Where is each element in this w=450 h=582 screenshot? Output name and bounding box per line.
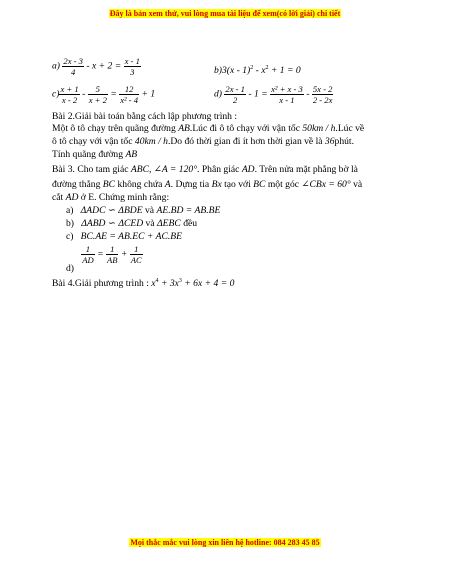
fraction xyxy=(88,84,108,105)
part-label: c) xyxy=(66,231,74,242)
numerator: 1 xyxy=(106,244,119,255)
problem-3-part-a xyxy=(66,205,220,216)
numerator: x + 1 xyxy=(60,84,79,94)
text: . Phân giác xyxy=(197,164,240,175)
denominator: AB xyxy=(106,255,118,265)
eq-c-label: c) xyxy=(52,88,60,100)
problem-3-part-d xyxy=(66,244,143,274)
text: cắt xyxy=(52,192,64,203)
denominator: AC xyxy=(130,255,142,265)
fraction xyxy=(119,84,139,105)
eq-b-label: b) xyxy=(214,65,222,76)
denominator: AD xyxy=(82,255,94,265)
text: một góc xyxy=(267,179,300,190)
operator: - 1 = xyxy=(248,88,268,100)
header-notice xyxy=(0,9,450,18)
problem-4 xyxy=(52,276,234,289)
math: 40km / h xyxy=(134,136,168,147)
eq-b-rest: - x xyxy=(255,65,266,76)
fraction xyxy=(62,56,84,77)
math: BC.AE = AB.EC + AC.BE xyxy=(80,231,182,242)
math: Bx xyxy=(211,179,222,190)
math: AD xyxy=(65,192,79,203)
fraction xyxy=(124,56,141,77)
text: và xyxy=(145,205,155,216)
denominator: 3 xyxy=(130,67,135,77)
part-label: d) xyxy=(66,262,74,274)
fraction xyxy=(312,84,334,105)
text: .Lúc về xyxy=(335,123,365,134)
text: Bài 4.Giải phương trình : xyxy=(52,278,149,289)
exponent: 3 xyxy=(178,278,182,284)
exponent: 2 xyxy=(265,65,269,71)
text: đều xyxy=(183,218,198,229)
text: Tính quãng đường xyxy=(52,149,124,160)
math: AB xyxy=(125,149,138,160)
eq-c-tail: + 1 xyxy=(141,88,156,100)
part-label: b) xyxy=(66,218,74,229)
math: AE.BD = AB.BE xyxy=(156,205,221,216)
numerator: 1 xyxy=(130,244,143,255)
operator: = xyxy=(110,88,117,100)
math: x xyxy=(151,278,156,289)
text: và xyxy=(353,179,363,190)
math: BC xyxy=(102,179,116,190)
equation-d xyxy=(214,84,333,105)
fraction xyxy=(270,84,304,105)
fraction xyxy=(59,84,79,105)
text: .Do đó thời gian đi ít hơn thời gian về là xyxy=(167,136,323,147)
text: Bài 3. Cho tam giác xyxy=(52,164,129,175)
numerator: 5x - 2 xyxy=(312,84,333,94)
text: Một ô tô chạy trên quãng đường xyxy=(52,123,176,134)
fraction xyxy=(81,244,94,265)
numerator: 2x - 1 xyxy=(225,84,245,94)
text: . Trên nửa mặt phẳng bờ là xyxy=(254,164,358,175)
eq-a-label: a) xyxy=(52,60,60,72)
text: ở E. Chứng minh rằng: xyxy=(80,192,170,203)
eq-b-text: 3(x - 1) xyxy=(222,65,251,76)
problem-3-part-b xyxy=(66,218,197,229)
problem-2-title: Bài 2.Giải bài toán bằng cách lập phương trình : xyxy=(52,111,238,122)
numerator: x - 1 xyxy=(124,56,140,66)
text: . Dựng tia xyxy=(170,179,210,190)
problem-3-line-2 xyxy=(52,179,362,190)
operator: = xyxy=(97,248,104,260)
math: ∠CBx = 60° xyxy=(301,179,351,190)
math: ΔABD ∽ ΔCED xyxy=(81,218,144,229)
math: + 6x + 4 = 0 xyxy=(184,278,235,289)
operator: - xyxy=(82,88,86,100)
fraction xyxy=(130,244,143,265)
equation-b xyxy=(214,63,301,76)
denominator: 2 - 2x xyxy=(312,95,333,105)
header-notice-text: Đây là bản xem thử, vui lòng mua tài liệu để xem(có lời giải) chi tiết xyxy=(109,9,341,18)
math: AB xyxy=(178,123,190,134)
numerator: 5 xyxy=(88,84,108,95)
exponent: 4 xyxy=(155,278,159,284)
denominator: x - 1 xyxy=(279,95,295,105)
text: không chứa xyxy=(117,179,163,190)
text: ô tô chạy với vận tốc xyxy=(52,136,133,147)
eq-d-label: d) xyxy=(214,88,222,100)
math: A xyxy=(164,179,171,190)
text: tạo với xyxy=(224,179,251,190)
math: AD xyxy=(241,164,255,175)
problem-2-line-3 xyxy=(52,149,137,160)
operator: - xyxy=(306,88,310,100)
denominator: x + 2 xyxy=(88,95,107,105)
math: 36 xyxy=(324,136,335,147)
problem-3-line-3 xyxy=(52,192,169,203)
math: 50km / h xyxy=(302,123,336,134)
math: BC xyxy=(253,179,266,190)
denominator: x² - 4 xyxy=(120,95,139,105)
math: ABC, ∠A = 120° xyxy=(130,164,198,175)
math: + 3x xyxy=(160,278,179,289)
numerator: 12 xyxy=(119,84,139,95)
fraction xyxy=(224,84,246,105)
equation-c xyxy=(52,84,155,105)
denominator: 2 xyxy=(233,95,238,105)
eq-a-mid: - x + 2 = xyxy=(86,60,122,72)
footer-notice xyxy=(0,538,450,547)
denominator: 4 xyxy=(71,67,76,77)
fraction xyxy=(106,244,119,265)
part-label: a) xyxy=(66,205,74,216)
numerator: x² + x - 3 xyxy=(271,84,303,94)
problem-2-line-2 xyxy=(52,136,354,147)
numerator: 1 xyxy=(81,244,94,255)
problem-3-line-1 xyxy=(52,164,358,175)
text: .Lúc đi ô tô chạy với vận tốc xyxy=(189,123,300,134)
text: đường thẳng xyxy=(52,179,101,190)
text: phút. xyxy=(334,136,354,147)
denominator: x - 2 xyxy=(61,95,78,105)
exponent: 2 xyxy=(250,65,254,71)
equation-a xyxy=(52,56,141,77)
eq-b-tail: + 1 = 0 xyxy=(270,65,301,76)
problem-2-line-1 xyxy=(52,123,364,134)
operator: + xyxy=(120,248,128,260)
footer-notice-text: Mọi thắc mắc vui lòng xin liên hệ hotline: 084 283 45 85 xyxy=(130,538,320,547)
math: ΔEBC xyxy=(157,218,181,229)
text: và xyxy=(145,218,155,229)
numerator: 2x - 3 xyxy=(63,56,83,66)
problem-3-part-c xyxy=(66,231,182,242)
math: ΔADC ∽ ΔBDE xyxy=(80,205,143,216)
